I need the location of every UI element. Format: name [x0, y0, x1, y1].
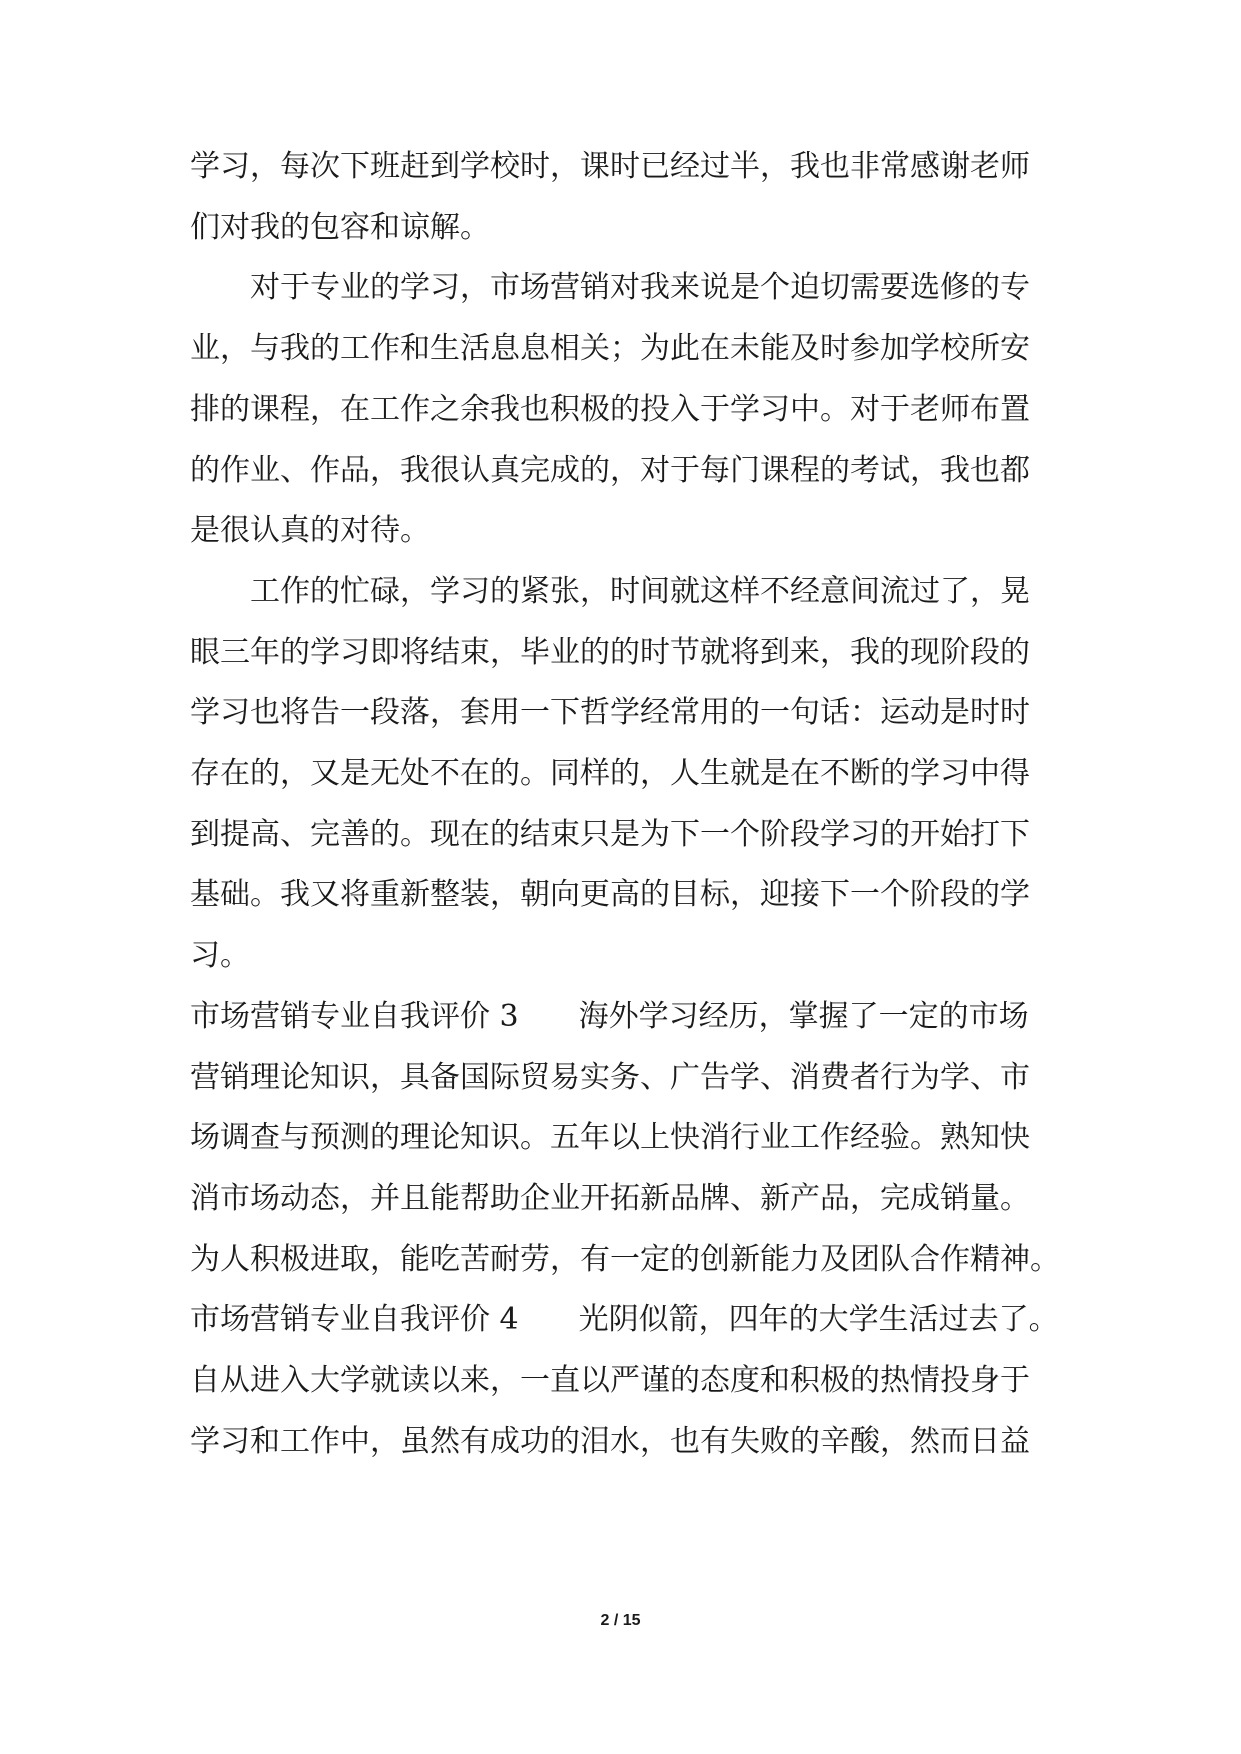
text-line: 是很认真的对待。: [190, 513, 430, 549]
text-line: 的作业、作品，我很认真完成的，对于每门课程的考试，我也都: [190, 452, 1030, 488]
text-line: 学习也将告一段落，套用一下哲学经常用的一句话：运动是时时: [190, 695, 1030, 731]
text-line: 业，与我的工作和生活息息相关；为此在未能及时参加学校所安: [190, 331, 1030, 367]
page-number: 2 / 15: [600, 1612, 641, 1629]
text-line: 营销理论知识，具备国际贸易实务、广告学、消费者行为学、市: [190, 1059, 1030, 1095]
text-line: 学习和工作中，虽然有成功的泪水，也有失败的辛酸，然而日益: [190, 1423, 1030, 1459]
text-line: 习。: [190, 938, 250, 974]
text-line: 场调查与预测的理论知识。五年以上快消行业工作经验。熟知快: [190, 1120, 1030, 1156]
text-line: 市场营销专业自我评价 4 光阴似箭，四年的大学生活过去了。: [190, 1302, 1059, 1338]
text-line: 基础。我又将重新整装，朝向更高的目标，迎接下一个阶段的学: [190, 877, 1030, 913]
text-line: 排的课程，在工作之余我也积极的投入于学习中。对于老师布置: [190, 391, 1030, 427]
text-line: 存在的，又是无处不在的。同样的，人生就是在不断的学习中得: [190, 756, 1030, 791]
text-line: 市场营销专业自我评价 3 海外学习经历，掌握了一定的市场: [190, 998, 1029, 1034]
text-line: 为人积极进取，能吃苦耐劳，有一定的创新能力及团队合作精神。: [190, 1241, 1060, 1277]
text-line: 消市场动态，并且能帮助企业开拓新品牌、新产品，完成销量。: [190, 1180, 1030, 1216]
text-line: 眼三年的学习即将结束，毕业的的时节就将到来，我的现阶段的: [190, 634, 1030, 670]
text-line: 工作的忙碌，学习的紧张，时间就这样不经意间流过了，晃: [190, 573, 1030, 609]
text-line: 们对我的包容和谅解。: [190, 209, 490, 245]
text-line: 到提高、完善的。现在的结束只是为下一个阶段学习的开始打下: [190, 816, 1030, 852]
text-line: 对于专业的学习，市场营销对我来说是个迫切需要选修的专: [190, 270, 1030, 306]
text-line: 学习，每次下班赶到学校时，课时已经过半，我也非常感谢老师: [190, 149, 1030, 184]
text-line: 自从进入大学就读以来，一直以严谨的态度和积极的热情投身于: [190, 1363, 1030, 1398]
